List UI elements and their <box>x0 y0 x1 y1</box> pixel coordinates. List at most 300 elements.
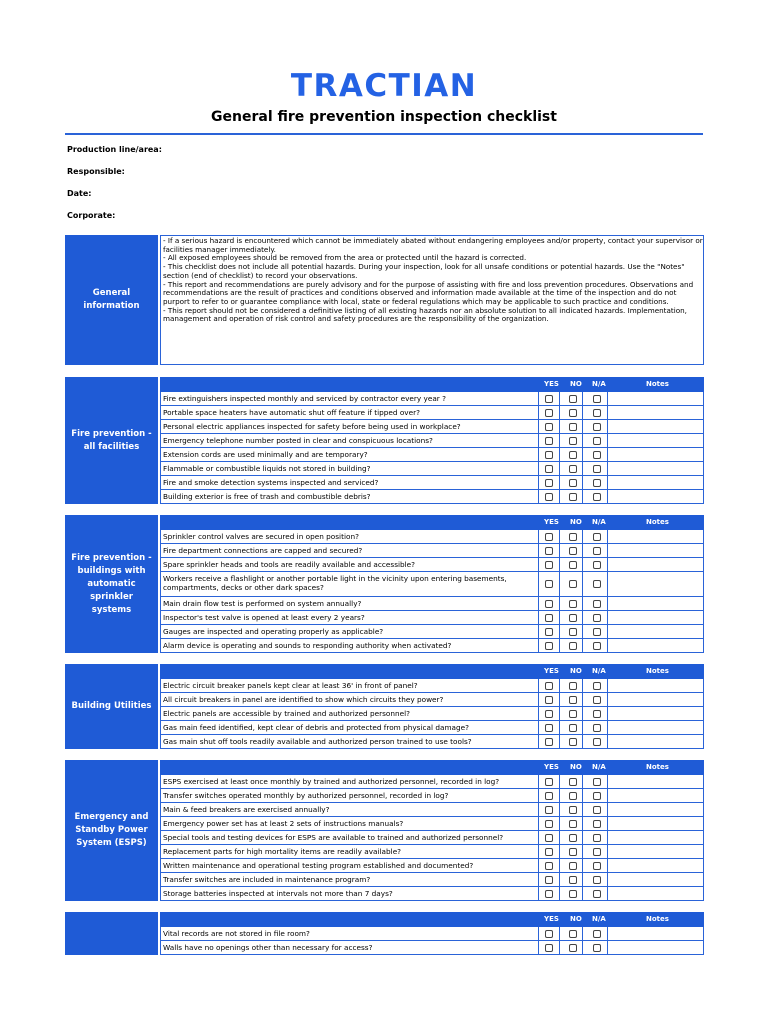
notes-field[interactable] <box>608 887 703 900</box>
column-divider <box>538 789 539 802</box>
column-notes: Notes <box>646 915 669 923</box>
checklist-row <box>160 831 704 845</box>
checklist-row <box>160 462 704 476</box>
column-divider <box>559 845 560 858</box>
column-divider <box>559 831 560 844</box>
checkbox-yes[interactable] <box>545 806 553 814</box>
checklist-question: Special tools and testing devices for ESPS are available to trained and authorized personnel? <box>163 833 504 842</box>
checklist-row <box>160 707 704 721</box>
column-divider <box>538 887 539 900</box>
checkbox-yes[interactable] <box>545 778 553 786</box>
checkbox-no[interactable] <box>569 600 577 608</box>
notes-field[interactable] <box>608 448 703 461</box>
checkbox-yes[interactable] <box>545 876 553 884</box>
brand-logo: TRACTIAN <box>290 68 478 104</box>
checkbox-na[interactable] <box>593 642 601 650</box>
checkbox-na[interactable] <box>593 806 601 814</box>
column-divider <box>582 873 583 886</box>
checkbox-no[interactable] <box>569 820 577 828</box>
checkbox-na[interactable] <box>593 696 601 704</box>
notes-field[interactable] <box>608 406 703 419</box>
column-divider <box>538 572 539 596</box>
checkbox-yes[interactable] <box>545 834 553 842</box>
column-divider <box>538 803 539 816</box>
notes-field[interactable] <box>608 490 703 503</box>
column-divider <box>538 448 539 461</box>
notes-field[interactable] <box>608 597 703 610</box>
checklist-question: Written maintenance and operational testing program established and documented? <box>163 861 474 870</box>
checklist-question: Alarm device is operating and sounds to responding authority when activated? <box>163 641 452 650</box>
checklist-row <box>160 859 704 873</box>
checkbox-no[interactable] <box>569 614 577 622</box>
checkbox-yes[interactable] <box>545 580 553 588</box>
column-no: NO <box>570 915 582 923</box>
column-divider <box>559 434 560 447</box>
checklist-row <box>160 544 704 558</box>
checklist-question: Portable space heaters have automatic shut off feature if tipped over? <box>163 408 420 417</box>
checkbox-na[interactable] <box>593 944 601 952</box>
column-divider <box>582 462 583 475</box>
checkbox-yes[interactable] <box>545 848 553 856</box>
checkbox-yes[interactable] <box>545 944 553 952</box>
checkbox-yes[interactable] <box>545 533 553 541</box>
column-divider <box>559 859 560 872</box>
column-divider <box>538 476 539 489</box>
checkbox-no[interactable] <box>569 738 577 746</box>
checklist-row <box>160 817 704 831</box>
column-divider <box>582 420 583 433</box>
column-divider <box>582 572 583 596</box>
checkbox-na[interactable] <box>593 561 601 569</box>
column-na: N/A <box>592 667 606 675</box>
column-divider <box>538 544 539 557</box>
column-notes: Notes <box>646 518 669 526</box>
column-divider <box>582 611 583 624</box>
checkbox-na[interactable] <box>593 465 601 473</box>
notes-field[interactable] <box>608 434 703 447</box>
checkbox-na[interactable] <box>593 395 601 403</box>
column-header-row <box>160 912 704 927</box>
column-yes: YES <box>544 667 559 675</box>
column-divider <box>559 941 560 954</box>
column-divider <box>582 859 583 872</box>
checklist-row <box>160 693 704 707</box>
checklist-row <box>160 406 704 420</box>
column-divider <box>538 735 539 748</box>
checklist-question: All circuit breakers in panel are identified to show which circuits they power? <box>163 695 444 704</box>
checkbox-na[interactable] <box>593 876 601 884</box>
checklist-row <box>160 611 704 625</box>
checkbox-na[interactable] <box>593 834 601 842</box>
notes-field[interactable] <box>608 544 703 557</box>
notes-field[interactable] <box>608 625 703 638</box>
checkbox-no[interactable] <box>569 628 577 636</box>
checkbox-yes[interactable] <box>545 451 553 459</box>
section-label: Building Utilities <box>65 664 158 749</box>
checkbox-na[interactable] <box>593 628 601 636</box>
checkbox-no[interactable] <box>569 696 577 704</box>
column-yes: YES <box>544 380 559 388</box>
column-divider <box>538 679 539 692</box>
column-divider <box>538 406 539 419</box>
notes-field[interactable] <box>608 775 703 788</box>
checkbox-no[interactable] <box>569 642 577 650</box>
notes-field[interactable] <box>608 420 703 433</box>
field-production-line[interactable]: Production line/area: <box>67 145 162 154</box>
column-divider <box>538 775 539 788</box>
column-divider <box>559 887 560 900</box>
checklist-question: Building exterior is free of trash and combustible debris? <box>163 492 371 501</box>
checklist-question: Main drain flow test is performed on system annually? <box>163 599 362 608</box>
checklist-section <box>65 377 704 504</box>
checkbox-yes[interactable] <box>545 395 553 403</box>
checkbox-yes[interactable] <box>545 682 553 690</box>
checklist-row <box>160 789 704 803</box>
column-na: N/A <box>592 763 606 771</box>
checklist-row <box>160 845 704 859</box>
header-fields <box>67 145 162 233</box>
column-divider <box>559 420 560 433</box>
column-divider <box>559 707 560 720</box>
general-information-text: - If a serious hazard is encountered which cannot be immediately abated without endangering employees and/or property, contact your supervisor or facilities manager immediately. - All exposed employees should be removed from the area or protected until the hazard is corrected. - This checklist does not include all potential hazards. During your inspection, look for all unsafe conditions or potential hazards. Use the "Notes" section (end of checklist) to record your observations. - This report and recommendations are purely advisory and for the purpose of assisting with fire and loss prevention procedures. Observations and recommendations are the result of practices and conditions observed and information made available at the time of the inspection and do not purport to refer to or guarantee compliance with local, state or federal regulations which may be applicable to such practice and conditions. - This report should not be considered a definitive listing of all existing hazards nor an absolute solution to all indicated hazards. Implementation, management and operation of risk control and safety procedures are the responsibility of the organization. <box>160 235 704 365</box>
section-label: Fire prevention - all facilities <box>65 377 158 504</box>
checkbox-no[interactable] <box>569 533 577 541</box>
checkbox-yes[interactable] <box>545 423 553 431</box>
checkbox-na[interactable] <box>593 580 601 588</box>
notes-field[interactable] <box>608 927 703 940</box>
column-yes: YES <box>544 763 559 771</box>
column-header-row <box>160 760 704 775</box>
column-divider <box>559 597 560 610</box>
notes-field[interactable] <box>608 530 703 543</box>
checkbox-no[interactable] <box>569 423 577 431</box>
column-divider <box>538 558 539 571</box>
column-divider <box>559 927 560 940</box>
checkbox-no[interactable] <box>569 930 577 938</box>
column-divider <box>582 544 583 557</box>
checklist-question: Gas main shut off tools readily available and authorized person trained to use tools? <box>163 737 472 746</box>
checkbox-na[interactable] <box>593 710 601 718</box>
checkbox-na[interactable] <box>593 493 601 501</box>
checkbox-yes[interactable] <box>545 614 553 622</box>
checklist-question: Gas main feed identified, kept clear of debris and protected from physical damage? <box>163 723 470 732</box>
notes-field[interactable] <box>608 462 703 475</box>
column-divider <box>538 859 539 872</box>
checkbox-no[interactable] <box>569 778 577 786</box>
checkbox-na[interactable] <box>593 409 601 417</box>
checkbox-yes[interactable] <box>545 437 553 445</box>
checkbox-na[interactable] <box>593 820 601 828</box>
notes-field[interactable] <box>608 859 703 872</box>
notes-field[interactable] <box>608 558 703 571</box>
checkbox-na[interactable] <box>593 614 601 622</box>
checklist-question: Extension cords are used minimally and are temporary? <box>163 450 368 459</box>
column-divider <box>582 558 583 571</box>
notes-field[interactable] <box>608 735 703 748</box>
field-corporate[interactable]: Corporate: <box>67 211 116 220</box>
checklist-row <box>160 434 704 448</box>
checkbox-yes[interactable] <box>545 409 553 417</box>
checkbox-no[interactable] <box>569 848 577 856</box>
checkbox-yes[interactable] <box>545 479 553 487</box>
checkbox-na[interactable] <box>593 423 601 431</box>
checkbox-yes[interactable] <box>545 696 553 704</box>
checkbox-na[interactable] <box>593 930 601 938</box>
checkbox-no[interactable] <box>569 465 577 473</box>
checkbox-no[interactable] <box>569 710 577 718</box>
column-divider <box>559 448 560 461</box>
checklist-question: Workers receive a flashlight or another portable light in the vicinity upon entering basements, compartments, decks or other dark spaces? <box>163 574 507 592</box>
checklist-question: Emergency telephone number posted in clear and conspicuous locations? <box>163 436 433 445</box>
column-divider <box>559 775 560 788</box>
column-divider <box>582 476 583 489</box>
column-divider <box>582 392 583 405</box>
checkbox-na[interactable] <box>593 724 601 732</box>
checkbox-na[interactable] <box>593 600 601 608</box>
column-divider <box>582 803 583 816</box>
checkbox-yes[interactable] <box>545 642 553 650</box>
checklist-row <box>160 625 704 639</box>
column-divider <box>582 735 583 748</box>
checklist-row <box>160 775 704 789</box>
checklist-row <box>160 887 704 901</box>
column-divider <box>538 831 539 844</box>
column-divider <box>559 789 560 802</box>
checkbox-na[interactable] <box>593 792 601 800</box>
checkbox-yes[interactable] <box>545 547 553 555</box>
checkbox-na[interactable] <box>593 451 601 459</box>
checkbox-no[interactable] <box>569 834 577 842</box>
notes-field[interactable] <box>608 831 703 844</box>
notes-field[interactable] <box>608 392 703 405</box>
checkbox-no[interactable] <box>569 792 577 800</box>
column-divider <box>559 679 560 692</box>
column-divider <box>559 873 560 886</box>
checkbox-no[interactable] <box>569 862 577 870</box>
column-divider <box>559 693 560 706</box>
column-divider <box>559 611 560 624</box>
column-divider <box>538 462 539 475</box>
column-no: NO <box>570 518 582 526</box>
column-notes: Notes <box>646 380 669 388</box>
column-divider <box>538 721 539 734</box>
checkbox-yes[interactable] <box>545 930 553 938</box>
column-no: NO <box>570 763 582 771</box>
column-divider <box>582 693 583 706</box>
column-divider <box>538 941 539 954</box>
column-no: NO <box>570 667 582 675</box>
notes-field[interactable] <box>608 789 703 802</box>
checklist-row <box>160 448 704 462</box>
column-no: NO <box>570 380 582 388</box>
checklist-row <box>160 941 704 955</box>
section-label: Emergency and Standby Power System (ESPS) <box>65 760 158 901</box>
column-divider <box>559 639 560 652</box>
checkbox-yes[interactable] <box>545 465 553 473</box>
column-divider <box>538 434 539 447</box>
checkbox-no[interactable] <box>569 944 577 952</box>
checklist-section <box>65 515 704 653</box>
checkbox-no[interactable] <box>569 493 577 501</box>
checkbox-yes[interactable] <box>545 493 553 501</box>
checkbox-na[interactable] <box>593 479 601 487</box>
checkbox-na[interactable] <box>593 533 601 541</box>
checklist-row <box>160 735 704 749</box>
section-label: Fire prevention - buildings with automatic sprinkler systems <box>65 515 158 653</box>
checkbox-na[interactable] <box>593 848 601 856</box>
checkbox-yes[interactable] <box>545 724 553 732</box>
checkbox-no[interactable] <box>569 561 577 569</box>
checklist-row <box>160 679 704 693</box>
checkbox-yes[interactable] <box>545 738 553 746</box>
checkbox-na[interactable] <box>593 862 601 870</box>
checklist-row <box>160 572 704 597</box>
checklist-question: Spare sprinkler heads and tools are readily available and accessible? <box>163 560 416 569</box>
general-information-section <box>65 235 704 365</box>
checklist-row <box>160 873 704 887</box>
checkbox-no[interactable] <box>569 395 577 403</box>
checklist-section <box>65 664 704 749</box>
column-divider <box>538 639 539 652</box>
checkbox-no[interactable] <box>569 724 577 732</box>
field-date[interactable]: Date: <box>67 189 92 198</box>
checklist-question: Main & feed breakers are exercised annually? <box>163 805 330 814</box>
checklist-question: Inspector's test valve is opened at least every 2 years? <box>163 613 365 622</box>
column-divider <box>538 597 539 610</box>
checklist-question: Electric panels are accessible by trained and authorized personnel? <box>163 709 411 718</box>
column-divider <box>559 572 560 596</box>
notes-field[interactable] <box>608 476 703 489</box>
checkbox-yes[interactable] <box>545 600 553 608</box>
checkbox-na[interactable] <box>593 738 601 746</box>
checkbox-no[interactable] <box>569 437 577 445</box>
column-divider <box>559 817 560 830</box>
checkbox-no[interactable] <box>569 806 577 814</box>
column-divider <box>559 406 560 419</box>
checkbox-na[interactable] <box>593 890 601 898</box>
column-na: N/A <box>592 380 606 388</box>
checkbox-no[interactable] <box>569 451 577 459</box>
checkbox-no[interactable] <box>569 409 577 417</box>
checkbox-yes[interactable] <box>545 820 553 828</box>
column-divider <box>559 462 560 475</box>
column-divider <box>559 625 560 638</box>
column-divider <box>538 625 539 638</box>
checklist-question: Storage batteries inspected at intervals not more than 7 days? <box>163 889 393 898</box>
column-divider <box>582 831 583 844</box>
checklist-question: Sprinkler control valves are secured in open position? <box>163 532 359 541</box>
checklist-row <box>160 476 704 490</box>
notes-field[interactable] <box>608 707 703 720</box>
column-divider <box>538 707 539 720</box>
checkbox-na[interactable] <box>593 547 601 555</box>
checklist-row <box>160 639 704 653</box>
column-divider <box>559 476 560 489</box>
checklist-row <box>160 392 704 406</box>
column-notes: Notes <box>646 763 669 771</box>
notes-field[interactable] <box>608 721 703 734</box>
column-divider <box>582 887 583 900</box>
column-divider <box>582 679 583 692</box>
checklist-row <box>160 558 704 572</box>
column-divider <box>559 490 560 503</box>
checkbox-no[interactable] <box>569 547 577 555</box>
checkbox-yes[interactable] <box>545 862 553 870</box>
column-divider <box>582 845 583 858</box>
notes-field[interactable] <box>608 803 703 816</box>
notes-field[interactable] <box>608 873 703 886</box>
column-divider <box>559 544 560 557</box>
notes-field[interactable] <box>608 845 703 858</box>
checklist-question: Emergency power set has at least 2 sets of instructions manuals? <box>163 819 404 828</box>
column-divider <box>582 625 583 638</box>
column-divider <box>538 927 539 940</box>
checklist-row <box>160 927 704 941</box>
notes-field[interactable] <box>608 679 703 692</box>
checkbox-no[interactable] <box>569 876 577 884</box>
column-header-row <box>160 664 704 679</box>
column-divider <box>582 406 583 419</box>
column-divider <box>538 490 539 503</box>
checklist-question: Vital records are not stored in file room? <box>163 929 310 938</box>
column-divider <box>538 693 539 706</box>
checkbox-no[interactable] <box>569 682 577 690</box>
checkbox-na[interactable] <box>593 778 601 786</box>
checkbox-no[interactable] <box>569 479 577 487</box>
checklist-question: Personal electric appliances inspected for safety before being used in workplace? <box>163 422 461 431</box>
checkbox-yes[interactable] <box>545 628 553 636</box>
column-divider <box>582 434 583 447</box>
notes-field[interactable] <box>608 611 703 624</box>
column-divider <box>582 721 583 734</box>
column-divider <box>582 490 583 503</box>
column-divider <box>582 639 583 652</box>
notes-field[interactable] <box>608 639 703 652</box>
column-divider <box>582 597 583 610</box>
column-na: N/A <box>592 915 606 923</box>
notes-field[interactable] <box>608 693 703 706</box>
notes-field[interactable] <box>608 941 703 954</box>
checkbox-yes[interactable] <box>545 710 553 718</box>
checkbox-na[interactable] <box>593 437 601 445</box>
page-title: General fire prevention inspection checklist <box>211 109 557 125</box>
section-label <box>65 912 158 955</box>
column-divider <box>559 392 560 405</box>
checklist-section <box>65 912 704 955</box>
checkbox-yes[interactable] <box>545 792 553 800</box>
column-yes: YES <box>544 915 559 923</box>
checkbox-na[interactable] <box>593 682 601 690</box>
checkbox-yes[interactable] <box>545 890 553 898</box>
field-responsible[interactable]: Responsible: <box>67 167 125 176</box>
checklist-row <box>160 490 704 504</box>
column-header-row <box>160 377 704 392</box>
notes-field[interactable] <box>608 572 703 596</box>
checklist-row <box>160 420 704 434</box>
checklist-question: Replacement parts for high mortality items are readily available? <box>163 847 402 856</box>
checkbox-no[interactable] <box>569 580 577 588</box>
checkbox-no[interactable] <box>569 890 577 898</box>
checklist-question: Fire extinguishers inspected monthly and serviced by contractor every year ? <box>163 394 446 403</box>
notes-field[interactable] <box>608 817 703 830</box>
column-divider <box>582 775 583 788</box>
checklist-question: Fire and smoke detection systems inspected and serviced? <box>163 478 379 487</box>
column-divider <box>582 817 583 830</box>
column-divider <box>538 392 539 405</box>
checkbox-yes[interactable] <box>545 561 553 569</box>
column-yes: YES <box>544 518 559 526</box>
column-divider <box>538 420 539 433</box>
